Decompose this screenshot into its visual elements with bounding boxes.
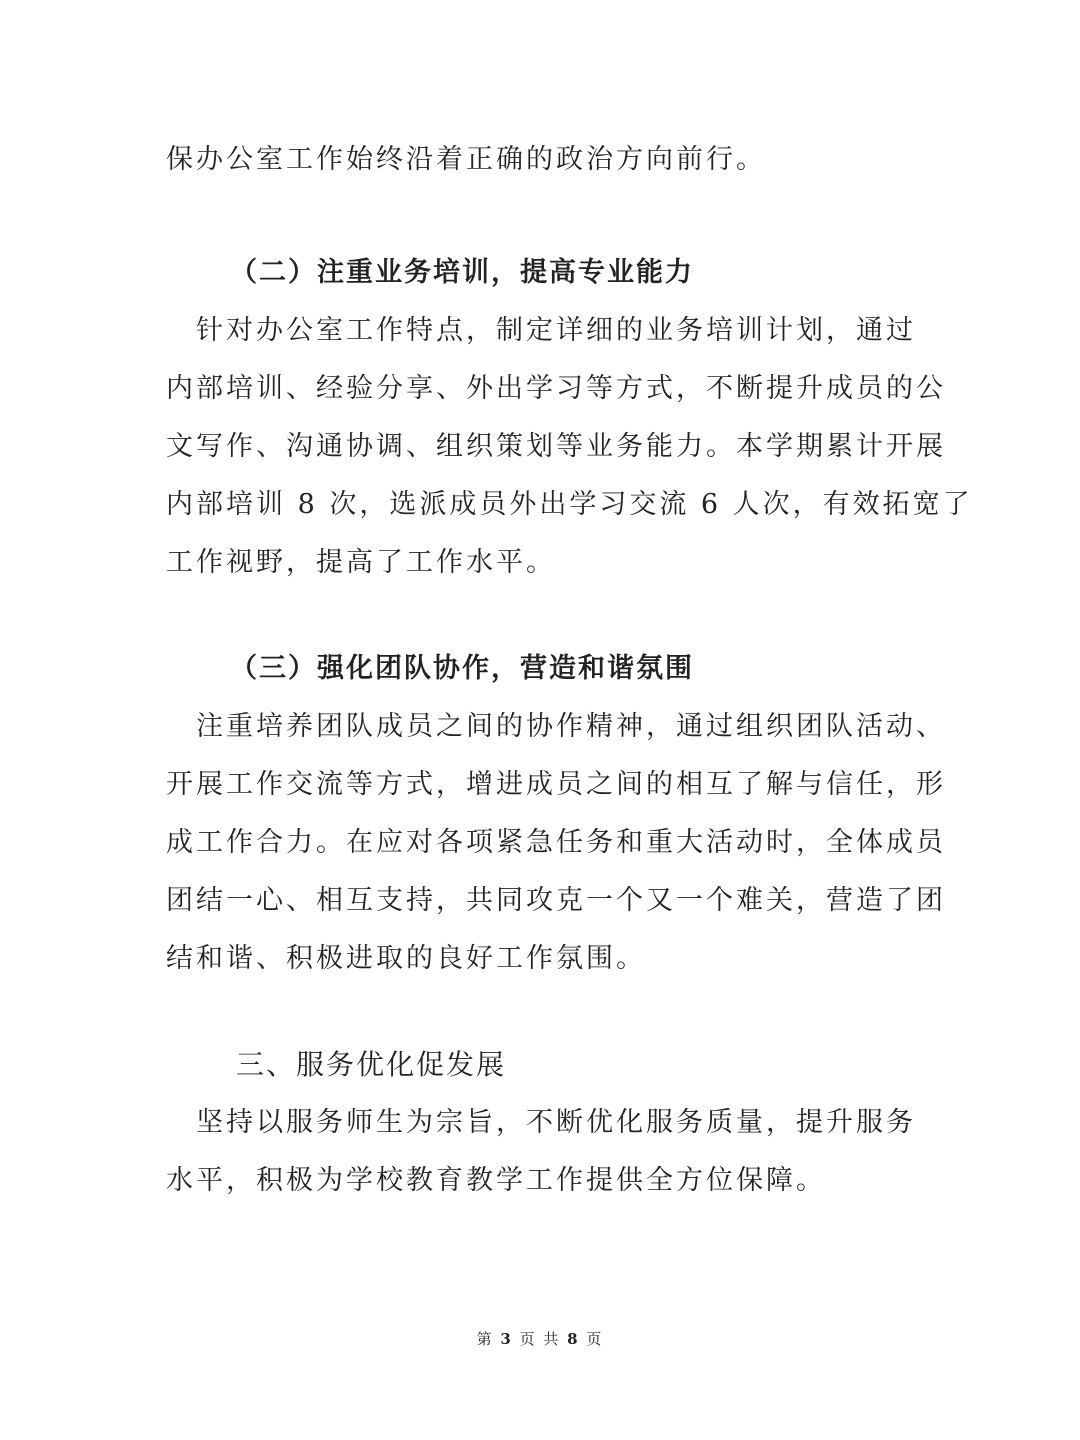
part-heading-text: 三、服务优化促发展 xyxy=(236,1048,507,1081)
text-line: 内部培训 8 次，选派成员外出学习交流 6 人次，有效拓宽了 xyxy=(166,489,973,520)
footer-mid: 页 共 xyxy=(519,1330,561,1348)
text-line: 针对办公室工作特点，制定详细的业务培训计划，通过 xyxy=(166,315,916,346)
text-line: 坚持以服务师生为宗旨，不断优化服务质量，提升服务 xyxy=(166,1107,916,1138)
section-heading-2 xyxy=(230,244,1010,302)
section-heading-3 xyxy=(230,640,1010,698)
text-line: 文写作、沟通协调、组织策划等业务能力。本学期累计开展 xyxy=(166,431,946,462)
part-3-paragraph xyxy=(166,1094,946,1210)
section-3-paragraph xyxy=(166,698,946,988)
page-footer xyxy=(0,1328,1080,1349)
footer-suffix: 页 xyxy=(586,1330,604,1348)
text-line: 注重培养团队成员之间的协作精神，通过组织团队活动、 xyxy=(166,711,946,742)
text-line: 团结一心、相互支持，共同攻克一个又一个难关，营造了团 xyxy=(166,885,946,916)
text-line: 成工作合力。在应对各项紧急任务和重大活动时，全体成员 xyxy=(166,827,946,858)
part-heading-3 xyxy=(236,1036,1016,1094)
text-line: 水平，积极为学校教育教学工作提供全方位保障。 xyxy=(166,1165,826,1196)
text-line: 内部培训、经验分享、外出学习等方式，不断提升成员的公 xyxy=(166,373,946,404)
total-page-number: 8 xyxy=(567,1330,580,1348)
section-heading-text: （三）强化团队协作，营造和谐氛围 xyxy=(230,653,694,684)
text-line: 结和谐、积极进取的良好工作氛围。 xyxy=(166,943,646,974)
paragraph-continuation xyxy=(166,131,946,189)
text-line: 保办公室工作始终沿着正确的政治方向前行。 xyxy=(166,144,766,175)
section-heading-text: （二）注重业务培训，提高专业能力 xyxy=(230,257,694,288)
current-page-number: 3 xyxy=(500,1330,513,1348)
text-line: 工作视野，提高了工作水平。 xyxy=(166,547,556,578)
text-line: 开展工作交流等方式，增进成员之间的相互了解与信任，形 xyxy=(166,769,946,800)
section-2-paragraph xyxy=(166,302,973,592)
footer-prefix: 第 xyxy=(476,1330,494,1348)
